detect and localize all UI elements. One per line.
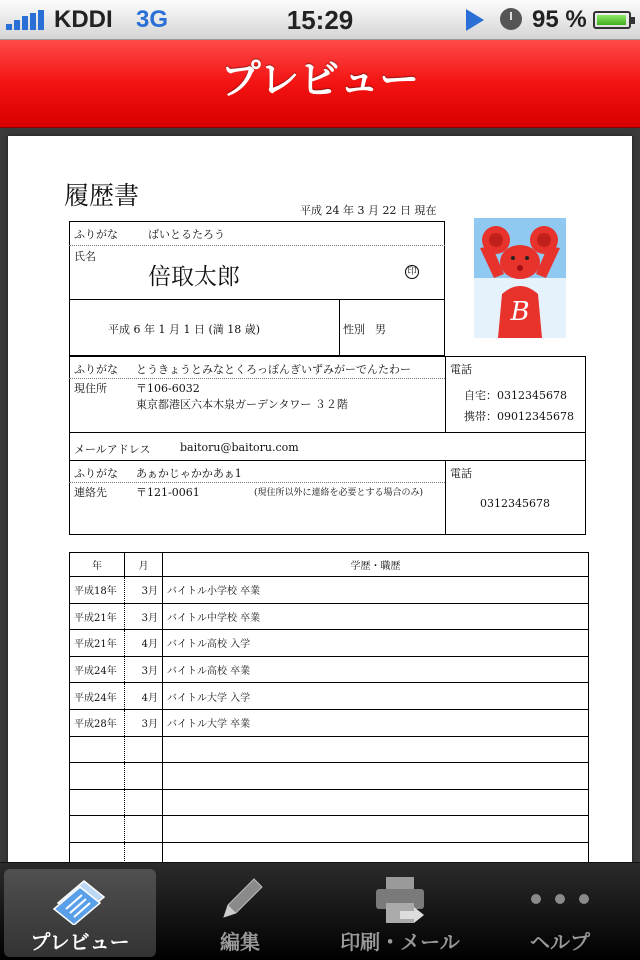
email-value: baitoru@baitoru.com — [180, 441, 299, 454]
resume-preview-page[interactable] — [8, 136, 632, 862]
history-month — [125, 789, 163, 816]
table-row — [70, 683, 589, 710]
network-type: 3G — [136, 6, 169, 33]
name-label: 氏名 — [74, 250, 96, 263]
history-detail: バイトル高校 卒業 — [163, 656, 589, 683]
contact-phone: 0312345678 — [480, 497, 550, 510]
history-header-row — [70, 553, 589, 577]
preview-document-icon — [50, 873, 110, 925]
history-detail: バイトル高校 入学 — [163, 630, 589, 657]
table-row — [70, 789, 589, 816]
history-detail — [163, 789, 589, 816]
tab-edit-label: 編集 — [220, 930, 260, 954]
name-furigana: ばいとるたろう — [148, 228, 225, 241]
phone-label: 電話 — [450, 363, 472, 376]
status-bar — [0, 0, 640, 40]
address-label: 現住所 — [74, 382, 107, 395]
name-box — [69, 221, 445, 300]
tab-preview[interactable] — [4, 869, 156, 957]
page-title: プレビュー — [220, 57, 420, 103]
contact-furigana: あぁかじゃかかあぁ1 — [136, 467, 242, 480]
tab-print-mail[interactable] — [324, 869, 476, 957]
table-row — [70, 577, 589, 604]
history-year-header: 年 — [70, 553, 125, 577]
table-row — [70, 630, 589, 657]
battery-icon — [593, 11, 631, 29]
history-detail: バイトル中学校 卒業 — [163, 603, 589, 630]
battery-percentage: 95 % — [532, 6, 587, 33]
history-month — [125, 842, 163, 862]
history-year: 平成21年 — [70, 603, 125, 630]
contact-postal: 〒121-0061 — [136, 486, 200, 499]
history-year — [70, 789, 125, 816]
email-label: メールアドレス — [74, 443, 151, 456]
applicant-name: 倍取太郎 — [148, 264, 240, 290]
table-row — [70, 603, 589, 630]
history-table — [69, 552, 589, 862]
alarm-clock-icon — [500, 8, 522, 30]
status-time: 15:29 — [286, 5, 354, 35]
history-month — [125, 816, 163, 843]
gender-label: 性別 — [343, 323, 365, 336]
history-year — [70, 816, 125, 843]
home-phone: 自宅：0312345678 — [464, 389, 567, 402]
tab-bar — [0, 862, 640, 960]
history-detail: バイトル小学校 卒業 — [163, 577, 589, 604]
gender-value: 男 — [375, 323, 386, 336]
history-detail: バイトル大学 入学 — [163, 683, 589, 710]
resume-title: 履歴書 — [64, 181, 140, 210]
history-month: 3月 — [125, 577, 163, 604]
navigation-bar — [0, 40, 640, 128]
name-furigana-label: ふりがな — [74, 228, 118, 241]
mobile-phone: 携帯：09012345678 — [464, 410, 574, 423]
tab-help-label: ヘルプ — [530, 930, 590, 954]
history-detail: バイトル大学 卒業 — [163, 709, 589, 736]
history-month: 3月 — [125, 603, 163, 630]
history-year: 平成24年 — [70, 683, 125, 710]
history-year — [70, 736, 125, 763]
carrier-name: KDDI — [54, 6, 113, 33]
table-row — [70, 656, 589, 683]
pencil-icon — [210, 873, 270, 925]
history-year: 平成21年 — [70, 630, 125, 657]
history-year: 平成18年 — [70, 577, 125, 604]
history-month — [125, 736, 163, 763]
history-year: 平成28年 — [70, 709, 125, 736]
history-month-header: 月 — [125, 553, 163, 577]
address-furigana: とうきょうとみなとくろっぽんぎいずみがーでんたわー — [136, 363, 411, 376]
tab-print-mail-label: 印刷・メール — [340, 930, 460, 954]
table-row — [70, 763, 589, 790]
table-row — [70, 709, 589, 736]
photo-badge-letter: B — [510, 297, 530, 327]
birth-date: 平成 6 年 1 月 1 日 (満 18 歳) — [108, 323, 261, 336]
contact-furigana-label: ふりがな — [74, 467, 118, 480]
resume-date: 平成 24 年 3 月 22 日 現在 — [300, 204, 437, 217]
printer-icon — [370, 873, 430, 925]
tab-preview-label: プレビュー — [30, 930, 130, 954]
tab-help[interactable] — [484, 869, 636, 957]
address-postal: 〒106-6032 — [136, 382, 200, 395]
seal-mark: 印 — [405, 265, 419, 279]
contact-note: (現住所以外に連絡を必要とする場合のみ) — [254, 488, 424, 498]
history-month: 4月 — [125, 683, 163, 710]
history-month: 4月 — [125, 630, 163, 657]
history-month: 3月 — [125, 709, 163, 736]
history-detail — [163, 763, 589, 790]
table-row — [70, 842, 589, 862]
history-year — [70, 763, 125, 790]
history-detail — [163, 736, 589, 763]
table-row — [70, 816, 589, 843]
more-dots-icon — [530, 873, 590, 925]
tab-edit[interactable] — [164, 869, 316, 957]
table-row — [70, 736, 589, 763]
applicant-photo — [474, 218, 566, 338]
history-detail-header: 学歴・職歴 — [163, 553, 589, 577]
address-furigana-label: ふりがな — [74, 363, 118, 376]
play-icon — [466, 9, 484, 31]
history-year — [70, 842, 125, 862]
contact-label: 連絡先 — [74, 486, 107, 499]
address-text: 東京都港区六本木泉ガーデンタワー ３２階 — [136, 398, 348, 411]
history-detail — [163, 816, 589, 843]
history-year: 平成24年 — [70, 656, 125, 683]
history-month — [125, 763, 163, 790]
history-detail — [163, 842, 589, 862]
history-month: 3月 — [125, 656, 163, 683]
contact-phone-label: 電話 — [450, 467, 472, 480]
